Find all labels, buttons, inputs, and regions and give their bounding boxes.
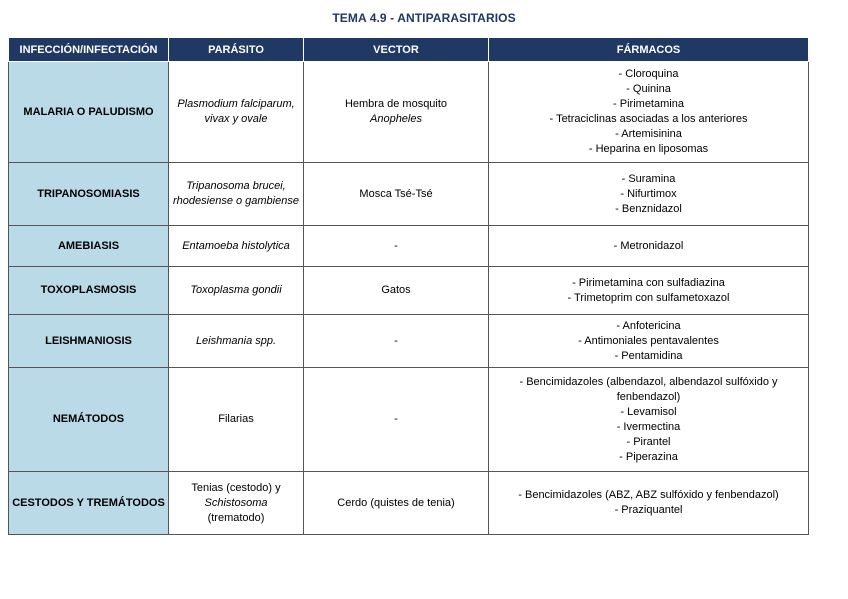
vector-line: Anopheles — [370, 113, 422, 125]
drug-item: - Metronidazol — [613, 239, 684, 252]
infeccion-cell: LEISHMANIOSIS — [9, 315, 169, 368]
parasito-line: Schistosoma — [204, 496, 268, 509]
vector-cell: Gatos — [304, 267, 489, 315]
drug-item: - Anfotericina — [616, 319, 681, 332]
drug-item: - Piperazina — [619, 450, 678, 463]
drug-item: - Pentamidina — [614, 349, 683, 362]
infeccion-cell: NEMÁTODOS — [9, 368, 169, 472]
drug-item: - Cloroquina — [618, 68, 679, 80]
parasito-cell: Filarias — [169, 368, 304, 472]
infeccion-cell: TOXOPLASMOSIS — [9, 267, 169, 315]
parasito-line: Tenias (cestodo) y — [191, 481, 281, 494]
drug-item: - Heparina en liposomas — [588, 143, 709, 155]
drug-item: - Benznidazol — [615, 202, 682, 215]
table-row — [9, 267, 809, 315]
header-farmacos: FÁRMACOS — [489, 38, 809, 62]
drug-item: - Bencimidazoles (ABZ, ABZ sulfóxido y fenbendazol) — [518, 489, 779, 501]
drug-item: - Nifurtimox — [620, 187, 677, 200]
farmacos-cell — [489, 163, 809, 226]
infeccion-cell: MALARIA O PALUDISMO — [9, 62, 169, 163]
vector-cell — [304, 62, 489, 163]
farmacos-cell — [489, 472, 809, 535]
table-row — [9, 62, 809, 163]
drug-item: - Suramina — [621, 172, 676, 185]
antiparasitic-table — [8, 37, 809, 535]
farmacos-cell — [489, 368, 809, 472]
drug-item: - Praziquantel — [614, 504, 683, 516]
vector-line: Hembra de mosquito — [344, 98, 448, 110]
parasito-cell: Plasmodium falciparum, vivax y ovale — [169, 62, 304, 163]
farmacos-cell — [489, 315, 809, 368]
farmacos-cell — [489, 62, 809, 163]
table-row — [9, 368, 809, 472]
vector-cell: - — [304, 315, 489, 368]
drug-item: - Pirimetamina con sulfadiazina — [572, 276, 725, 289]
drug-item: - Quinina — [626, 83, 671, 95]
farmacos-cell — [489, 226, 809, 267]
parasito-line: (trematodo) — [207, 511, 265, 524]
parasito-cell: Entamoeba histolytica — [169, 226, 304, 267]
parasito-cell — [169, 472, 304, 535]
parasito-cell: Tripanosoma brucei, rhodesiense o gambiense — [169, 163, 304, 226]
table-header-row — [9, 38, 809, 62]
infeccion-cell: AMEBIASIS — [9, 226, 169, 267]
header-vector: VECTOR — [304, 38, 489, 62]
table-row — [9, 315, 809, 368]
infeccion-cell: CESTODOS Y TREMÁTODOS — [9, 472, 169, 535]
table-row — [9, 226, 809, 267]
parasito-cell: Leishmania spp. — [169, 315, 304, 368]
vector-cell: - — [304, 368, 489, 472]
farmacos-cell — [489, 267, 809, 315]
vector-cell: - — [304, 226, 489, 267]
infeccion-cell: TRIPANOSOMIASIS — [9, 163, 169, 226]
drug-item: - Artemisinina — [615, 128, 682, 140]
table-row — [9, 472, 809, 535]
header-parasito: PARÁSITO — [169, 38, 304, 62]
table-row — [9, 163, 809, 226]
drug-item: - Bencimidazoles (albendazol, albendazol sulfóxido y fenbendazol) — [519, 375, 778, 403]
drug-item: - Trimetoprim con sulfametoxazol — [567, 291, 730, 304]
drug-item: - Tetraciclinas asociadas a los anteriores — [549, 113, 748, 125]
drug-item: - Pirimetamina — [613, 98, 684, 110]
drug-item: - Pirantel — [626, 435, 671, 448]
page-title: TEMA 4.9 - ANTIPARASITARIOS — [332, 11, 516, 25]
drug-item: - Ivermectina — [616, 420, 681, 433]
vector-cell: Mosca Tsé-Tsé — [304, 163, 489, 226]
drug-item: - Antimoniales pentavalentes — [578, 334, 719, 347]
header-infeccion: INFECCIÓN/INFECTACIÓN — [9, 38, 169, 62]
vector-cell: Cerdo (quistes de tenia) — [304, 472, 489, 535]
drug-item: - Levamisol — [620, 405, 677, 418]
parasito-cell: Toxoplasma gondii — [169, 267, 304, 315]
